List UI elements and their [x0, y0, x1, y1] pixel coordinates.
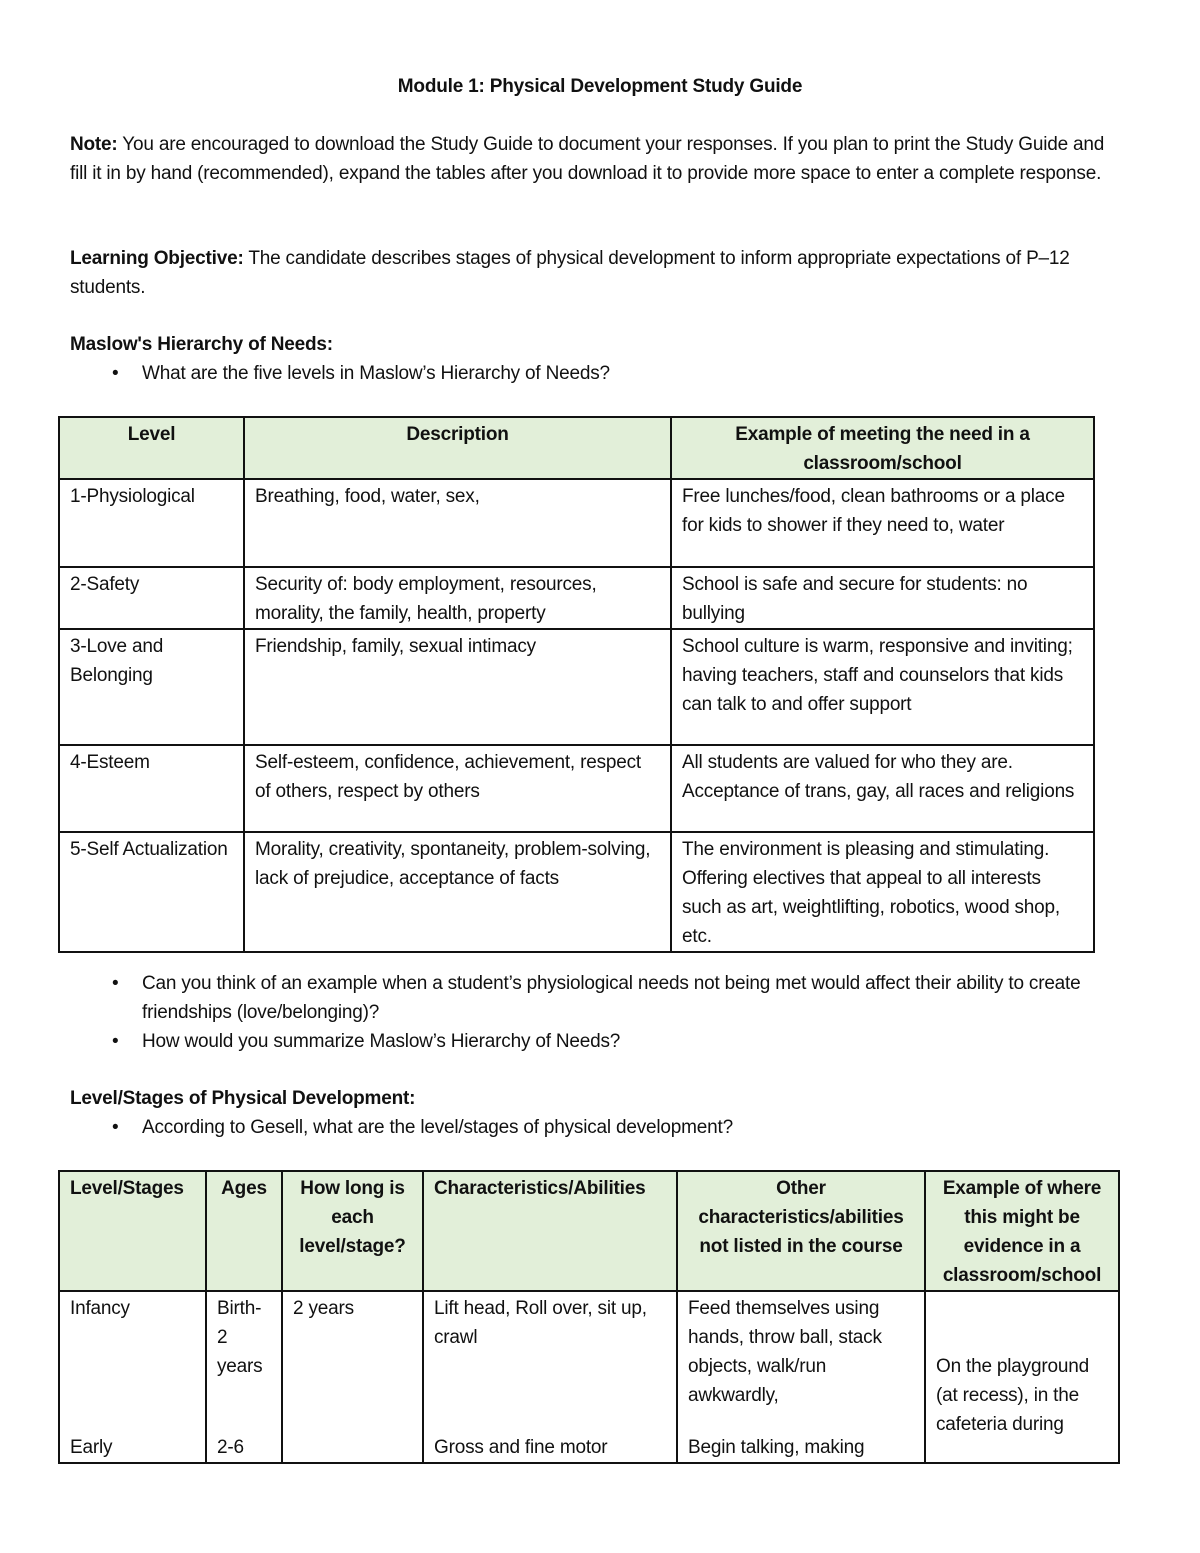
- level-cell: 1-Physiological: [59, 479, 244, 567]
- table-row: [59, 629, 1094, 745]
- other-characteristics-cell: Begin talking, making: [688, 1437, 865, 1458]
- note-text: You are encouraged to download the Study Guide to document your responses. If you plan to print the Study Guide and fill it in by hand (recommended), expand the tables after you download it to provide more space to enter a complete response.: [70, 134, 1105, 184]
- level-cell: 2-Safety: [59, 567, 244, 629]
- stage-cell: Early: [70, 1437, 113, 1458]
- table-row: [59, 567, 1094, 629]
- header-cell: Level: [59, 417, 244, 479]
- gesell-table: [58, 1170, 1120, 1464]
- characteristics-cell: Gross and fine motor: [434, 1437, 608, 1458]
- bullet-icon: •: [112, 1117, 119, 1138]
- description-cell: Self-esteem, confidence, achievement, respect of others, respect by others: [244, 745, 671, 832]
- ages-cell: 2-6: [217, 1437, 244, 1458]
- note-label: Note:: [70, 134, 118, 155]
- header-cell: Example of meeting the need in a classroom/school: [671, 417, 1094, 479]
- maslow-table: [58, 416, 1095, 953]
- maslow-question-2: Can you think of an example when a student’s physiological needs not being met would affect their ability to create friendships (love/belonging)?: [142, 973, 1081, 1023]
- description-cell: Friendship, family, sexual intimacy: [244, 629, 671, 745]
- level-cell: 4-Esteem: [59, 745, 244, 832]
- description-cell: Security of: body employment, resources, morality, the family, health, property: [244, 567, 671, 629]
- objective-label: Learning Objective:: [70, 248, 244, 269]
- table-row: [59, 832, 1094, 952]
- description-cell: Breathing, food, water, sex,: [244, 479, 671, 567]
- header-cell: How long is each level/stage?: [282, 1171, 423, 1291]
- table-header-row: [59, 417, 1094, 479]
- bullet-icon: •: [112, 363, 119, 384]
- table-row: [59, 745, 1094, 832]
- level-cell: 5-Self Actualization: [59, 832, 244, 952]
- table-row: [59, 479, 1094, 567]
- note-paragraph: [70, 130, 1120, 188]
- header-cell: Description: [244, 417, 671, 479]
- maslow-question-3: How would you summarize Maslow’s Hierarchy of Needs?: [142, 1031, 621, 1052]
- header-cell: Characteristics/Abilities: [423, 1171, 677, 1291]
- example-cell: On the playground (at recess), in the cafeteria during: [936, 1356, 1089, 1435]
- example-cell: School is safe and secure for students: no bullying: [671, 567, 1094, 629]
- header-cell: Ages: [206, 1171, 282, 1291]
- characteristics-cell: Lift head, Roll over, sit up, crawl: [434, 1298, 647, 1348]
- stage-cell: Infancy: [70, 1298, 130, 1319]
- gesell-heading: Level/Stages of Physical Development:: [70, 1088, 416, 1109]
- header-cell: Other characteristics/abilities not listed in the course: [677, 1171, 925, 1291]
- gesell-question: According to Gesell, what are the level/stages of physical development?: [142, 1117, 733, 1138]
- description-cell: Morality, creativity, spontaneity, problem-solving, lack of prejudice, acceptance of facts: [244, 832, 671, 952]
- bullet-icon: •: [112, 973, 119, 994]
- example-cell: The environment is pleasing and stimulating. Offering electives that appeal to all interests such as art, weightlifting, robotics, wood shop, etc.: [671, 832, 1094, 952]
- other-characteristics-cell: Feed themselves using hands, throw ball, stack objects, walk/run awkwardly,: [688, 1298, 882, 1406]
- table-row: [59, 1291, 1119, 1463]
- page-title: Module 1: Physical Development Study Guide: [397, 76, 803, 97]
- objective-paragraph: [70, 244, 1070, 302]
- example-cell: Free lunches/food, clean bathrooms or a place for kids to shower if they need to, water: [671, 479, 1094, 567]
- header-cell: Example of where this might be evidence in a classroom/school: [925, 1171, 1119, 1291]
- header-cell: Level/Stages: [59, 1171, 206, 1291]
- table-header-row: [59, 1171, 1119, 1291]
- ages-cell: Birth-2 years: [217, 1298, 263, 1377]
- bullet-icon: •: [112, 1031, 119, 1052]
- maslow-heading: Maslow's Hierarchy of Needs:: [70, 334, 333, 355]
- duration-cell: 2 years: [293, 1298, 354, 1319]
- objective-text: The candidate describes stages of physical development to inform appropriate expectations of P–12 students.: [70, 248, 1070, 298]
- example-cell: School culture is warm, responsive and inviting; having teachers, staff and counselors that kids can talk to and offer support: [671, 629, 1094, 745]
- maslow-question: What are the five levels in Maslow’s Hierarchy of Needs?: [142, 363, 610, 384]
- level-cell: 3-Love and Belonging: [59, 629, 244, 745]
- example-cell: All students are valued for who they are. Acceptance of trans, gay, all races and religions: [671, 745, 1094, 832]
